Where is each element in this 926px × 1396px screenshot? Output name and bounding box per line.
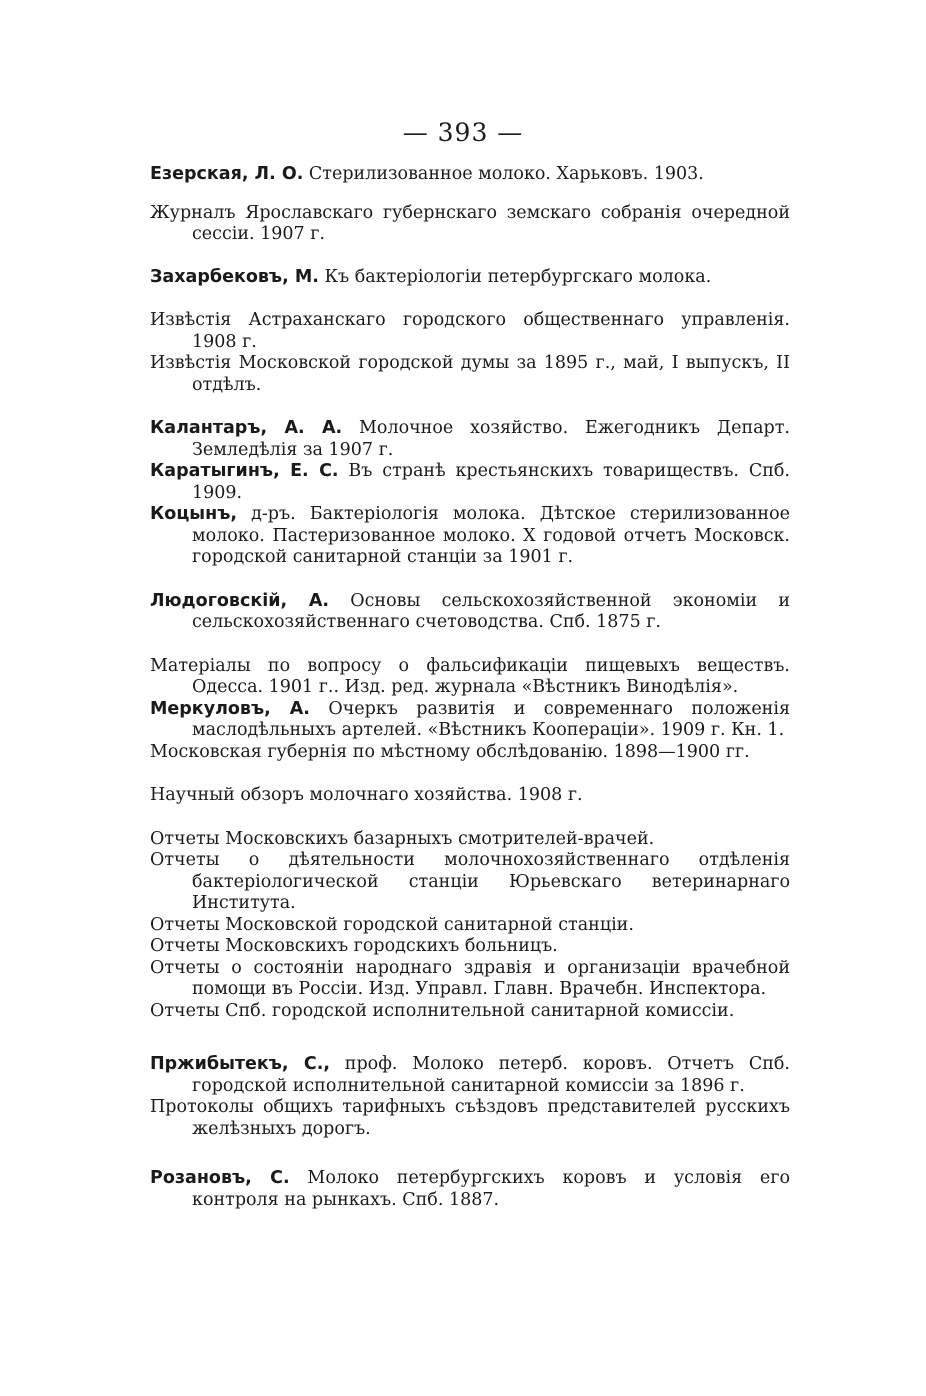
entry-text: Стерилизованное молоко. Харьковъ. 1903. <box>303 164 704 184</box>
bibliography-entry <box>150 936 790 958</box>
bibliography-entry <box>150 699 790 742</box>
bibliography-entry <box>150 418 790 461</box>
entry-author: Каратыгинъ, Е. С. <box>150 461 339 481</box>
entry-author: Людоговскій, А. <box>150 590 330 611</box>
bibliography-entry <box>150 829 790 851</box>
entry-text: Отчеты о состояніи народнаго здравія и организаціи врачебной помощи въ Россіи. Изд. Управл. Главн. Врачебн. Инспектора. <box>150 957 790 999</box>
bibliography-entry <box>150 267 790 289</box>
bibliography-entry <box>150 915 790 937</box>
bibliography-entry <box>150 1097 790 1140</box>
entry-text: Научный обзоръ молочнаго хозяйства. 1908 г. <box>150 785 583 805</box>
bibliography-entry <box>150 850 790 915</box>
bibliography-entry <box>150 353 790 396</box>
entry-text: проф. Молоко петерб. коровъ. Отчетъ Спб. городской исполнительной санитарной комиссіи за 1896 г. <box>192 1054 790 1096</box>
bibliography-entry <box>150 310 790 353</box>
entry-text: Отчеты Московскихъ базарныхъ смотрителей-врачей. <box>150 828 655 849</box>
bibliography-entry <box>150 504 790 569</box>
bibliography-entry <box>150 1001 790 1023</box>
bibliography-entry <box>150 785 790 807</box>
entry-author: Калантаръ, А. А. <box>150 418 343 438</box>
entry-text: Извѣстія Астраханскаго городского общественнаго управленія. 1908 г. <box>150 310 790 352</box>
entry-author: Меркуловъ, А. <box>150 698 310 719</box>
entry-text: Отчеты Спб. городской исполнительной санитарной комиссіи. <box>150 1000 735 1021</box>
entry-text: Матеріалы по вопросу о фальсификаціи пищевыхъ веществъ. Одесса. 1901 г.. Изд. ред. журнала «Вѣстникъ Винодѣлія». <box>150 655 790 697</box>
page-number: — 393 — <box>402 118 524 147</box>
entry-text: Извѣстія Московской городской думы за 1895 г., май, I выпускъ, II отдѣлъ. <box>150 353 790 395</box>
entry-author: Захарбековъ, М. <box>150 266 319 287</box>
entry-text: Основы сельскохозяйственной экономіи и сельскохозяйственнаго счетоводства. Спб. 1875 г. <box>192 590 790 632</box>
entry-text: Московская губернія по мѣстному обслѣдованію. 1898—1900 гг. <box>150 741 750 762</box>
entry-text: Въ странѣ крестьянскихъ товариществъ. Спб. 1909. <box>192 461 790 503</box>
entry-text: Отчеты о дѣятельности молочнохозяйственнаго отдѣленія бактеріологической станціи Юрьевскаго ветеринарнаго Института. <box>150 850 790 913</box>
bibliography-entry <box>150 1168 790 1211</box>
bibliography-entry <box>150 1054 790 1097</box>
bibliography-entry <box>150 591 790 634</box>
bibliography-entry <box>150 958 790 1001</box>
entry-author: Пржибытекъ, С., <box>150 1054 331 1074</box>
entry-text: Отчеты Московской городской санитарной станціи. <box>150 914 634 935</box>
entry-author: Коцынъ, <box>150 504 238 524</box>
entry-text: Журналъ Ярославскаго губернскаго земскаго собранія очередной сессіи. 1907 г. <box>150 202 790 244</box>
entry-text: Отчеты Московскихъ городскихъ больницъ. <box>150 936 558 956</box>
entry-text: Молоко петербургскихъ коровъ и условія его контроля на рынкахъ. Спб. 1887. <box>192 1168 790 1210</box>
bibliography-entry <box>150 461 790 504</box>
bibliography-entry <box>150 742 790 764</box>
bibliography-entry <box>150 203 790 246</box>
entry-author: Езерская, Л. О. <box>150 164 304 184</box>
entry-text: Къ бактеріологіи петербургскаго молока. <box>318 266 712 287</box>
entry-text: Протоколы общихъ тарифныхъ съѣздовъ представителей русскихъ желѣзныхъ дорогъ. <box>150 1097 790 1139</box>
bibliography-entry <box>150 656 790 699</box>
entry-text: Молочное хозяйство. Ежегодникъ Департ. Земледѣлія за 1907 г. <box>192 418 790 460</box>
bibliography-entry <box>150 164 790 186</box>
entry-text: д-ръ. Бактеріологія молока. Дѣтское стерилизованное молоко. Пастеризованное молоко. X годовой отчетъ Московск. городской санитарной станціи за 1901 г. <box>192 504 790 567</box>
entry-author: Розановъ, С. <box>150 1168 290 1188</box>
bibliography-list <box>150 164 790 1211</box>
entry-text: Очеркъ развитія и современнаго положенія маслодѣльныхъ артелей. «Вѣстникъ Коопераціи». 1909 г. Кн. 1. <box>192 698 790 740</box>
